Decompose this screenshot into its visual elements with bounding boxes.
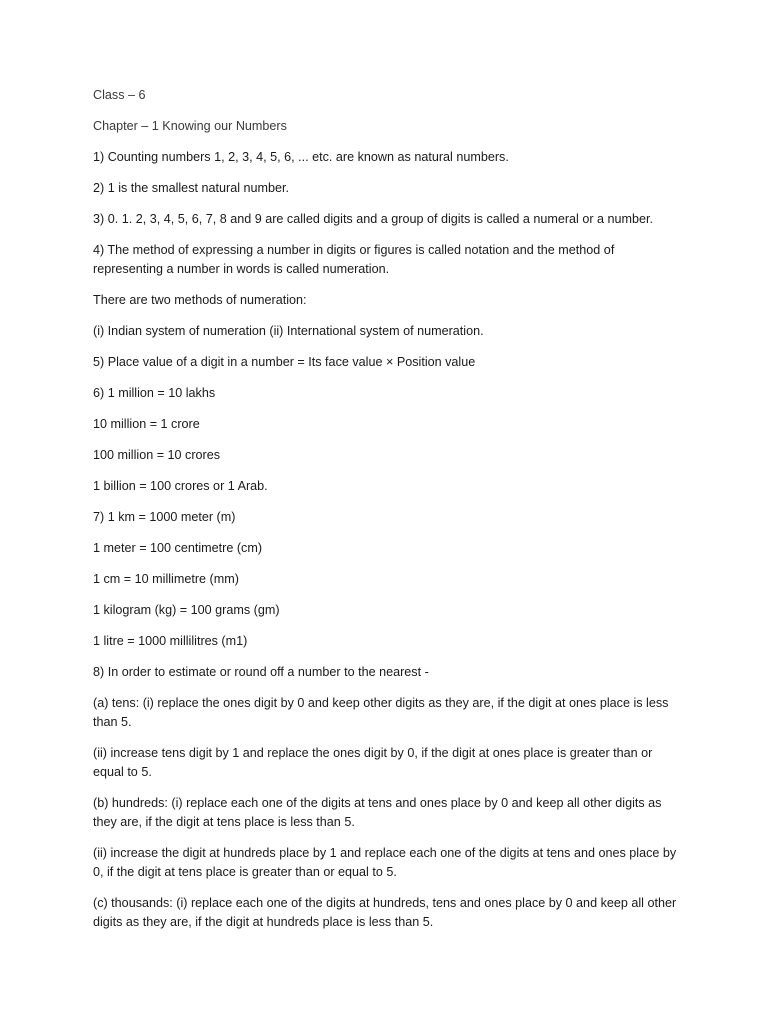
paragraph-7-kg: 1 kilogram (kg) = 100 grams (gm) [93, 603, 280, 617]
class-label: Class – 6 [93, 88, 146, 102]
paragraph-8c-i: (c) thousands: (i) replace each one of the digits at hundreds, tens and ones place by 0 and keep all other digits as they are, if the digit at hundreds place is less than 5. [93, 896, 677, 929]
paragraph-6-crore: 10 million = 1 crore [93, 417, 200, 431]
paragraph-6-billion: 1 billion = 100 crores or 1 Arab. [93, 479, 268, 493]
paragraph-6-crores: 100 million = 10 crores [93, 448, 221, 462]
paragraph-8b-ii: (ii) increase the digit at hundreds place by 1 and replace each one of the digits at tens and ones place by 0, if the digit at tens place is greater than or equal to 5. [93, 846, 677, 879]
chapter-title: Chapter – 1 Knowing our Numbers [93, 119, 287, 133]
paragraph-8: 8) In order to estimate or round off a number to the nearest - [93, 665, 429, 679]
paragraph-2: 2) 1 is the smallest natural number. [93, 181, 289, 195]
paragraph-7-meter: 1 meter = 100 centimetre (cm) [93, 541, 263, 555]
paragraph-8a-ii: (ii) increase tens digit by 1 and replace the ones digit by 0, if the digit at ones place is greater than or equal to 5. [93, 746, 653, 779]
paragraph-7-litre: 1 litre = 1000 millilitres (m1) [93, 634, 248, 648]
paragraph-4: 4) The method of expressing a number in digits or figures is called notation and the method of representing a number in words is called numeration. [93, 243, 615, 276]
paragraph-6: 6) 1 million = 10 lakhs [93, 386, 216, 400]
paragraph-7: 7) 1 km = 1000 meter (m) [93, 510, 236, 524]
paragraph-methods-intro: There are two methods of numeration: [93, 293, 307, 307]
paragraph-3: 3) 0. 1. 2, 3, 4, 5, 6, 7, 8 and 9 are called digits and a group of digits is called a numeral or a number. [93, 212, 654, 226]
paragraph-8a-i: (a) tens: (i) replace the ones digit by 0 and keep other digits as they are, if the digit at ones place is less than 5. [93, 696, 669, 729]
paragraph-methods-list: (i) Indian system of numeration (ii) International system of numeration. [93, 324, 484, 338]
document-body [93, 86, 683, 944]
paragraph-5: 5) Place value of a digit in a number = Its face value × Position value [93, 355, 476, 369]
paragraph-1: 1) Counting numbers 1, 2, 3, 4, 5, 6, ... etc. are known as natural numbers. [93, 150, 509, 164]
paragraph-7-cm: 1 cm = 10 millimetre (mm) [93, 572, 239, 586]
paragraph-8b-i: (b) hundreds: (i) replace each one of the digits at tens and ones place by 0 and keep all other digits as they are, if the digit at tens place is less than 5. [93, 796, 662, 829]
